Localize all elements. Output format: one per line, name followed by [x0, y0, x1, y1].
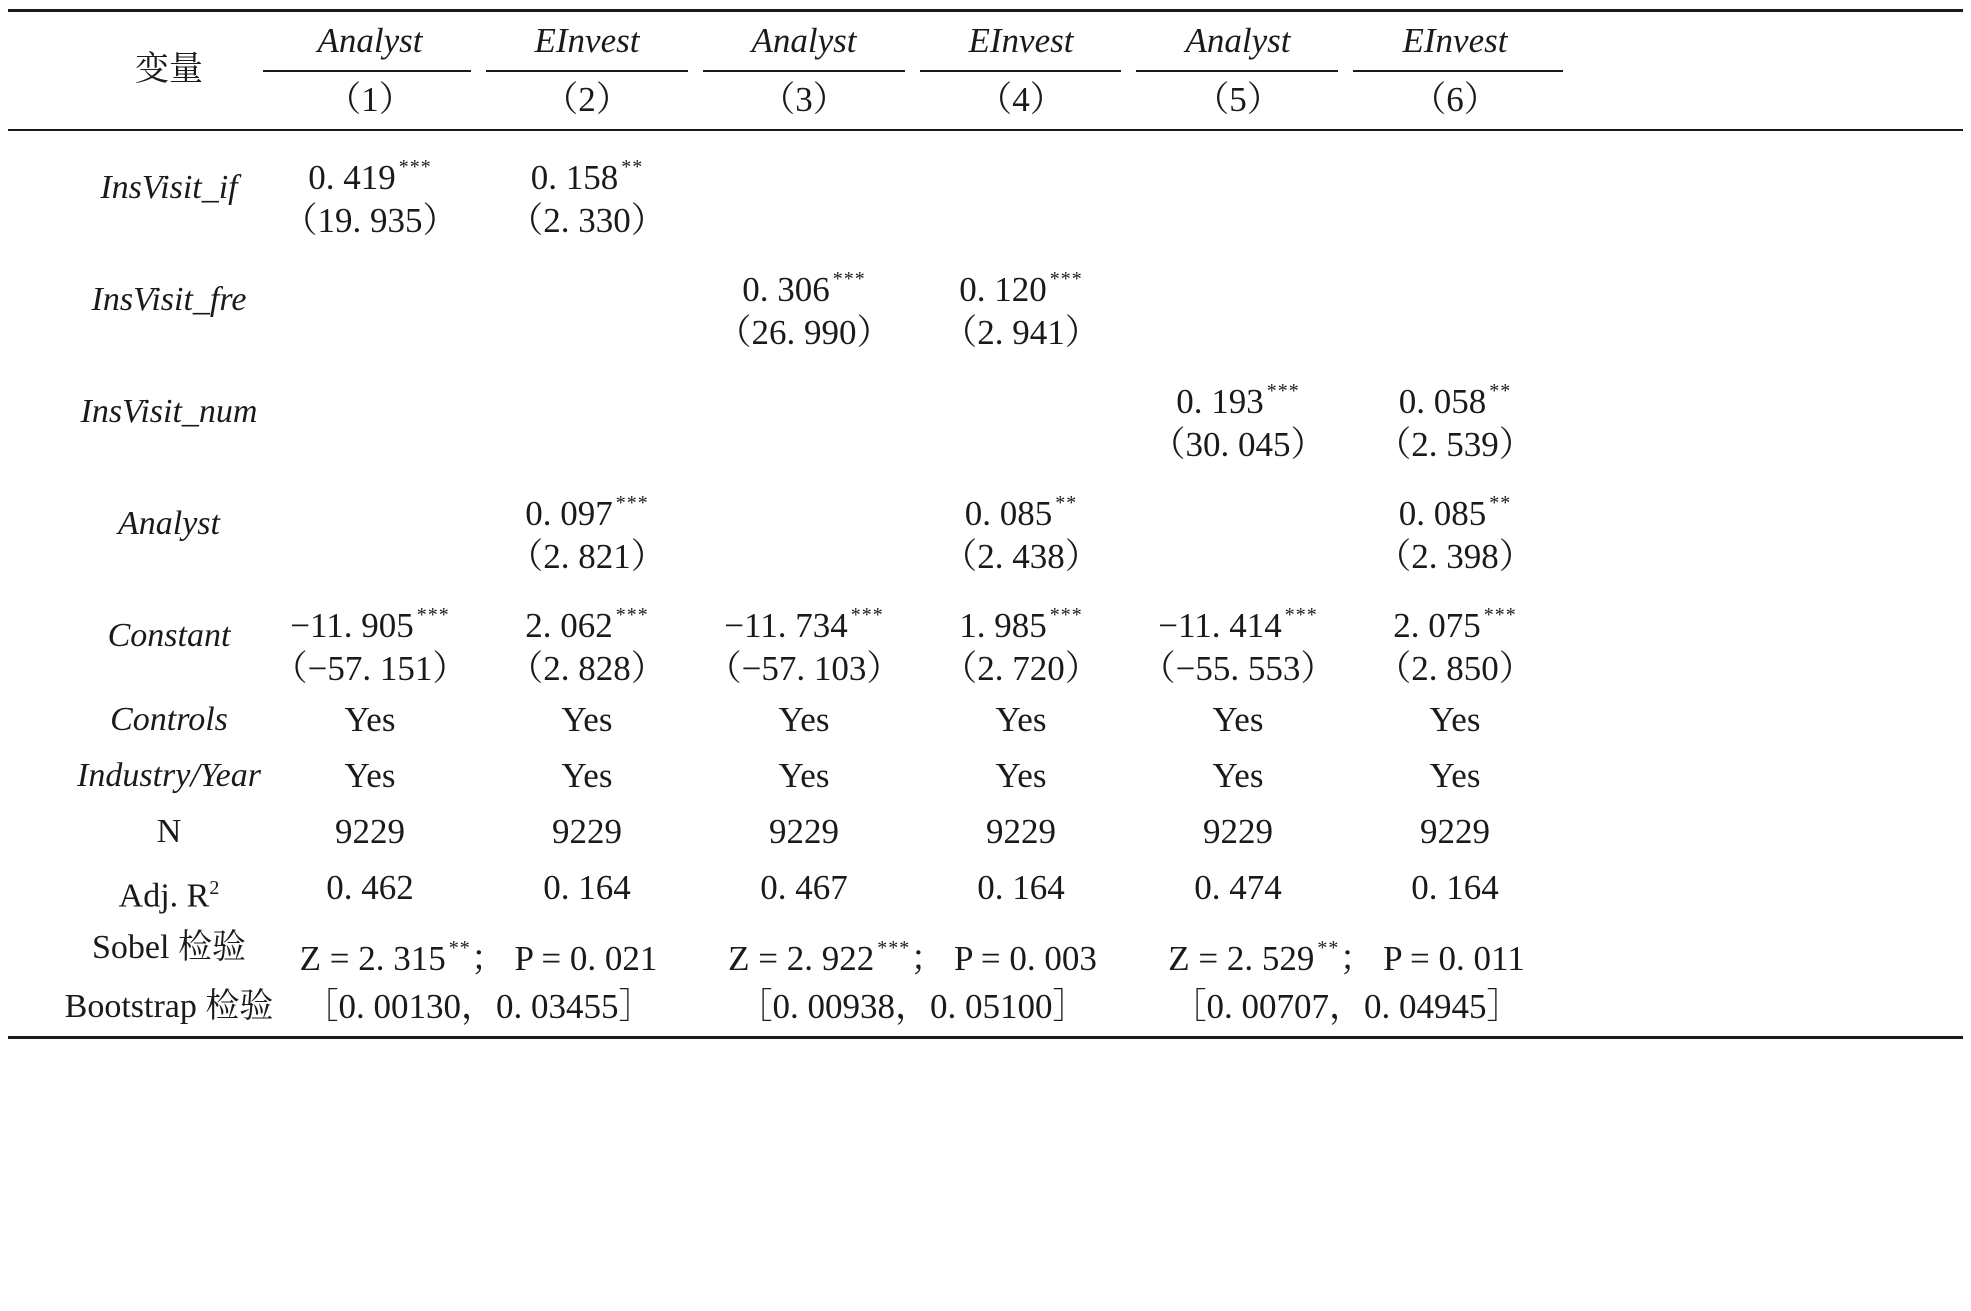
table-cell: Yes: [1429, 700, 1481, 739]
column-dependent-variable: EInvest: [534, 21, 640, 60]
coefficient-cell: [472, 483, 702, 577]
coefficient-cell: [689, 259, 919, 353]
table-cell: Yes: [561, 700, 613, 739]
significance-stars: ***: [615, 492, 649, 514]
table-cell: Yes: [561, 756, 613, 795]
coefficient-value: 0. 120 ***: [959, 268, 1083, 309]
coefficient-cell: [689, 595, 919, 689]
column-header-underline: [263, 70, 471, 72]
significance-stars: ***: [1266, 380, 1300, 402]
row-label: Constant: [107, 617, 231, 654]
column-header-underline: [703, 70, 905, 72]
coefficient-value: 0. 158 **: [530, 156, 644, 197]
significance-stars: **: [1317, 937, 1340, 959]
t-statistic: （30. 045）: [1150, 425, 1326, 464]
significance-stars: ***: [877, 937, 911, 959]
coefficient-value: −11. 414 ***: [1158, 604, 1318, 645]
coefficient-cell: [255, 147, 485, 241]
coefficient-cell: [906, 483, 1136, 577]
t-statistic: （−55. 553）: [1140, 649, 1336, 688]
table-cell: 9229: [552, 812, 622, 851]
table-cell: Yes: [1212, 756, 1264, 795]
row-label: InsVisit_num: [80, 393, 258, 430]
table-cell: Yes: [995, 756, 1047, 795]
row-label: N: [156, 813, 182, 850]
table-cell: 0. 164: [1411, 868, 1499, 907]
significance-stars: ***: [1049, 604, 1083, 626]
table-cell: 0. 164: [977, 868, 1065, 907]
column-header-underline: [920, 70, 1121, 72]
t-statistic: （26. 990）: [716, 313, 892, 352]
bootstrap-interval-cell: ［0. 00938，0. 05100］: [737, 987, 1088, 1026]
coefficient-cell: [472, 595, 702, 689]
significance-stars: **: [1489, 380, 1512, 402]
table-cell: Yes: [778, 700, 830, 739]
t-statistic: （2. 941）: [942, 313, 1100, 352]
sobel-z-value: Z = 2. 922: [728, 939, 875, 978]
sobel-p-value: ； P = 0. 011: [1339, 939, 1525, 978]
coefficient-cell: [1340, 483, 1570, 577]
significance-stars: ***: [1284, 604, 1318, 626]
column-header-underline: [1353, 70, 1563, 72]
significance-stars: **: [448, 937, 471, 959]
top-rule: [8, 9, 1963, 12]
coefficient-value: 0. 193 ***: [1176, 380, 1300, 421]
significance-stars: ***: [832, 268, 866, 290]
coefficient-cell: [1123, 595, 1353, 689]
coefficient-cell: [906, 595, 1136, 689]
t-statistic: （−57. 151）: [272, 649, 468, 688]
t-statistic: （2. 828）: [508, 649, 666, 688]
column-dependent-variable: Analyst: [1185, 21, 1291, 60]
bootstrap-interval-cell: ［0. 00707，0. 04945］: [1171, 987, 1522, 1026]
significance-stars: ***: [615, 604, 649, 626]
table-cell: 9229: [769, 812, 839, 851]
sobel-z-value: Z = 2. 529: [1168, 939, 1315, 978]
t-statistic: （2. 438）: [942, 537, 1100, 576]
t-statistic: （−57. 103）: [706, 649, 902, 688]
row-label: InsVisit_fre: [91, 281, 247, 318]
significance-stars: ***: [850, 604, 884, 626]
table-cell: Yes: [344, 756, 396, 795]
table-cell: 9229: [1203, 812, 1273, 851]
significance-stars: **: [1489, 492, 1512, 514]
row-label: Adj. $R^2$: [118, 877, 220, 915]
coefficient-cell: [1340, 371, 1570, 465]
column-dependent-variable: Analyst: [317, 21, 423, 60]
superscript: 2: [209, 877, 220, 899]
table-cell: 0. 474: [1194, 868, 1282, 907]
t-statistic: （2. 850）: [1376, 649, 1534, 688]
sobel-test-cell: [1137, 928, 1557, 979]
table-cell: Yes: [1429, 756, 1481, 795]
bootstrap-interval-cell: ［0. 00130，0. 03455］: [303, 987, 654, 1026]
table-cell: Yes: [344, 700, 396, 739]
column-number: （2）: [543, 80, 631, 119]
column-header-underline: [1136, 70, 1338, 72]
column-number: （6）: [1411, 80, 1499, 119]
table-cell: Yes: [778, 756, 830, 795]
coefficient-cell: [906, 259, 1136, 353]
t-statistic: （19. 935）: [282, 201, 458, 240]
significance-stars: ***: [416, 604, 450, 626]
significance-stars: **: [621, 156, 644, 178]
column-dependent-variable: EInvest: [1402, 21, 1508, 60]
bottom-rule: [8, 1036, 1963, 1039]
coefficient-value: 0. 085 **: [964, 492, 1078, 533]
table-cell: 0. 164: [543, 868, 631, 907]
significance-stars: ***: [1483, 604, 1517, 626]
coefficient-value: 2. 075 ***: [1393, 604, 1517, 645]
row-label: Analyst: [118, 505, 220, 542]
sobel-p-value: ； P = 0. 003: [910, 939, 1097, 978]
row-label: Controls: [110, 701, 228, 738]
t-statistic: （2. 398）: [1376, 537, 1534, 576]
column-number: （4）: [977, 80, 1065, 119]
coefficient-value: 0. 419 ***: [308, 156, 432, 197]
t-statistic: （2. 720）: [942, 649, 1100, 688]
t-statistic: （2. 330）: [508, 201, 666, 240]
table-cell: Yes: [1212, 700, 1264, 739]
coefficient-value: −11. 734 ***: [724, 604, 884, 645]
row-label: InsVisit_if: [100, 169, 238, 206]
coefficient-value: 2. 062 ***: [525, 604, 649, 645]
table-cell: 9229: [986, 812, 1056, 851]
coefficient-cell: [472, 147, 702, 241]
table-cell: 0. 462: [326, 868, 414, 907]
coefficient-value: 0. 058 **: [1398, 380, 1512, 421]
sobel-p-value: ； P = 0. 021: [470, 939, 658, 978]
table-cell: 0. 467: [760, 868, 848, 907]
sobel-test-cell: [269, 928, 689, 979]
coefficient-value: −11. 905 ***: [290, 604, 450, 645]
t-statistic: （2. 539）: [1376, 425, 1534, 464]
row-label: Bootstrap 检验: [64, 988, 274, 1025]
column-number: （1）: [326, 80, 414, 119]
coefficient-value: 0. 097 ***: [525, 492, 649, 533]
coefficient-value: 1. 985 ***: [959, 604, 1083, 645]
coefficient-cell: [1340, 595, 1570, 689]
significance-stars: ***: [398, 156, 432, 178]
table-cell: Yes: [995, 700, 1047, 739]
sobel-test-cell: [703, 928, 1123, 979]
coefficient-value: 0. 085 **: [1398, 492, 1512, 533]
coefficient-cell: [255, 595, 485, 689]
variable-header: 变量: [135, 51, 203, 88]
row-label: Sobel 检验: [92, 929, 246, 966]
column-dependent-variable: Analyst: [751, 21, 857, 60]
significance-stars: ***: [1049, 268, 1083, 290]
column-number: （5）: [1194, 80, 1282, 119]
table-cell: 9229: [1420, 812, 1490, 851]
header-bottom-rule: [8, 129, 1963, 131]
t-statistic: （2. 821）: [508, 537, 666, 576]
sobel-z-value: Z = 2. 315: [299, 939, 446, 978]
row-label: Industry/Year: [77, 757, 261, 794]
column-dependent-variable: EInvest: [968, 21, 1074, 60]
table-cell: 9229: [335, 812, 405, 851]
coefficient-value: 0. 306 ***: [742, 268, 866, 309]
significance-stars: **: [1055, 492, 1078, 514]
column-header-underline: [486, 70, 688, 72]
column-number: （3）: [760, 80, 848, 119]
coefficient-cell: [1123, 371, 1353, 465]
